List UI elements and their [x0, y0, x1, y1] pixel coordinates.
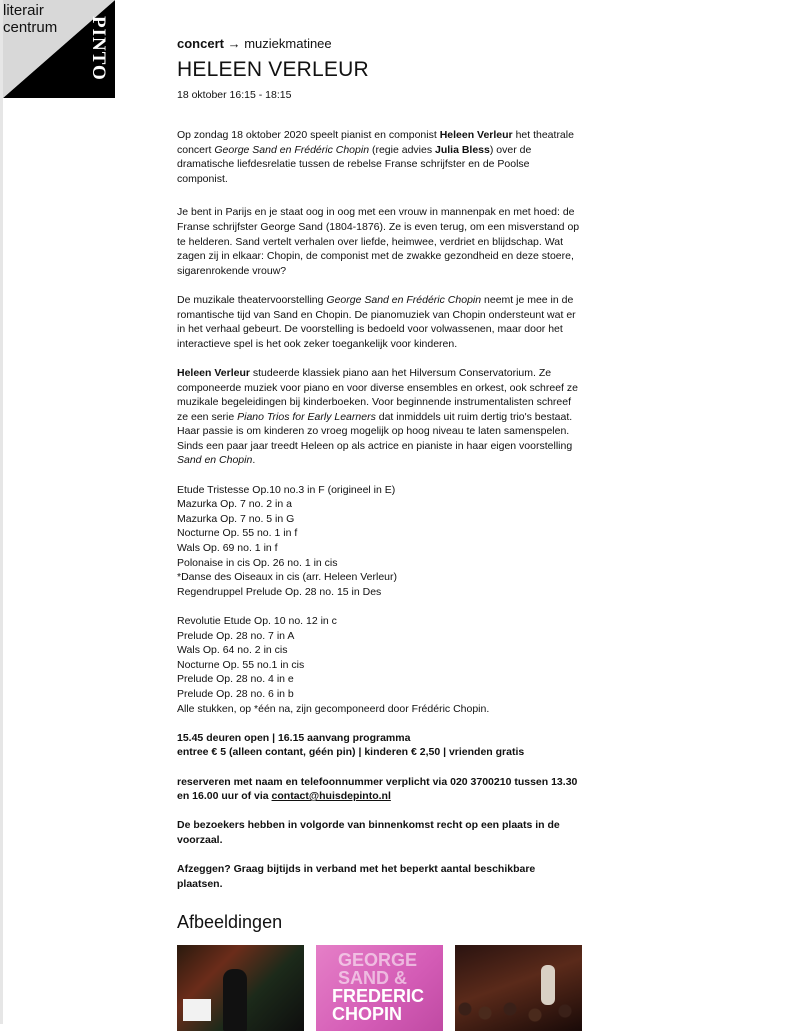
left-edge-divider [0, 0, 3, 1024]
breadcrumb-arrow: → [227, 36, 241, 51]
gallery-thumb-pianist[interactable] [177, 945, 304, 1031]
logo-line-2: centrum [3, 19, 58, 36]
gallery-thumb-poster[interactable] [316, 945, 443, 1031]
piano-shape [183, 999, 211, 1021]
breadcrumb-category[interactable]: concert [177, 36, 224, 51]
program-item: Prelude Op. 28 no. 7 in A [177, 629, 295, 642]
program-item: Mazurka Op. 7 no. 5 in G [177, 512, 295, 525]
program-item: *Danse des Oiseaux in cis (arr. Heleen Verleur) [177, 571, 398, 584]
intro-paragraph: Op zondag 18 oktober 2020 speelt pianist en componist Heleen Verleur het theatrale concert George Sand en Frédéric Chopin (regie advies Julia Bless) over de dramatische liefdesrelatie tussen de rebelse Franse schrijfster en de Poolse componist. [177, 129, 574, 185]
program-part-1 [177, 483, 582, 600]
artist-name: Heleen Verleur [439, 129, 513, 141]
breadcrumb-sub[interactable]: muziekmatinee [244, 36, 332, 51]
program-item: Etude Tristesse Op.10 no.3 in F (origineel in E) [177, 483, 396, 496]
program-item: Prelude Op. 28 no. 4 in e [177, 673, 294, 686]
gallery-thumb-audience[interactable] [455, 945, 582, 1031]
program-item: Revolutie Etude Op. 10 no. 12 in c [177, 615, 337, 627]
director-name: Julia Bless [435, 143, 490, 156]
door-times: 15.45 deuren open | 16.15 aanvang programma [177, 731, 411, 744]
site-logo[interactable] [3, 0, 115, 98]
program-item: Nocturne Op. 55 no. 1 in f [177, 527, 298, 540]
poster-title: FREDERIC CHOPIN [332, 986, 425, 1025]
reservation-info: reserveren met naam en telefoonnummer verplicht via 020 3700210 tussen 13.30 en 16.00 uur of via contact@huisdepinto.nl [177, 775, 578, 803]
program-item: Mazurka Op. 7 no. 2 in a [177, 498, 292, 511]
program-list [177, 483, 582, 717]
event-description [177, 128, 582, 891]
seating-info: De bezoekers hebben in volgorde van binnenkomst recht op een plaats in de voorzaal. [177, 819, 560, 846]
logo-wordmark [3, 2, 57, 36]
program-part-2 [177, 614, 582, 716]
program-item: Polonaise in cis Op. 26 no. 1 in cis [177, 556, 338, 569]
theatre-paragraph: De muzikale theatervoorstelling George Sand en Frédéric Chopin neemt je mee in de romantische tijd van Sand en Chopin. De pianomuziek van Chopin ondersteunt wat er in het verhaal gebeurt. De voorstelling is bedoeld voor volwassenen, maar door het interactieve spel is het ook zeker toegankelijk voor kinderen. [177, 293, 576, 350]
performer-shape [541, 965, 555, 1005]
logo-line-1: literair [3, 2, 44, 19]
show-title: George Sand en Frédéric Chopin [214, 143, 370, 156]
program-item: Wals Op. 64 no. 2 in cis [177, 644, 288, 657]
program-item: Prelude Op. 28 no. 6 in b [177, 687, 294, 700]
image-gallery [177, 945, 582, 1031]
bio-paragraph: Heleen Verleur studeerde klassiek piano aan het Hilversum Conservatorium. Ze componeerde muziek voor piano en voor diverse ensembles en orkest, ook schreef ze muzikale begeleidingen bij kinderboeken. Voor beginnende instrumentalisten schreef ze een serie Piano Trios for Early Learners dat inmiddels uit ruim dertig trio's bestaat. Haar passie is om kinderen zo vroeg mogelijk op hoog niveau te laten samenspelen. Sinds een paar jaar treedt Heleen op als actrice en pianiste in haar eigen voorstelling Sand en Chopin. [177, 366, 578, 467]
main-content [177, 36, 582, 1031]
contact-email-link[interactable]: contact@huisdepinto.nl [271, 790, 391, 803]
page-title: HELEEN VERLEUR [177, 58, 369, 81]
story-paragraph: Je bent in Parijs en je staat oog in oog met een vrouw in mannenpak en met hoed: de Franse schrijfster George Sand (1804-1876). Ze is even terug, om een misverstand op te helderen. Sand vertelt verhalen over liefde, heimwee, verdriet en blijdschap. Wat zagen zij in elkaar: Chopin, de componist met de zwakke gezondheid en deze stoere, sigarenrokende vrouw? [177, 206, 580, 277]
poster-subtitle: GEORGE SAND & [338, 950, 418, 989]
program-item: Nocturne Op. 55 no.1 in cis [177, 658, 305, 671]
program-item: Regendruppel Prelude Op. 28 no. 15 in Des [177, 585, 382, 598]
gallery-heading: Afbeeldingen [177, 912, 283, 933]
breadcrumb [177, 36, 582, 52]
logo-pinto: PINTO [88, 16, 109, 81]
audience-shape [455, 1001, 582, 1031]
practical-info [177, 731, 582, 760]
program-note: Alle stukken, op *één na, zijn gecomponeerd door Frédéric Chopin. [177, 702, 490, 715]
program-item: Wals Op. 69 no. 1 in f [177, 542, 278, 555]
ticket-prices: entree € 5 (alleen contant, géén pin) | kinderen € 2,50 | vrienden gratis [177, 746, 525, 759]
event-date: 18 oktober 16:15 - 18:15 [177, 89, 292, 101]
cancel-info: Afzeggen? Graag bijtijds in verband met het beperkt aantal beschikbare plaatsen. [177, 863, 536, 890]
performer-shape [223, 969, 247, 1031]
